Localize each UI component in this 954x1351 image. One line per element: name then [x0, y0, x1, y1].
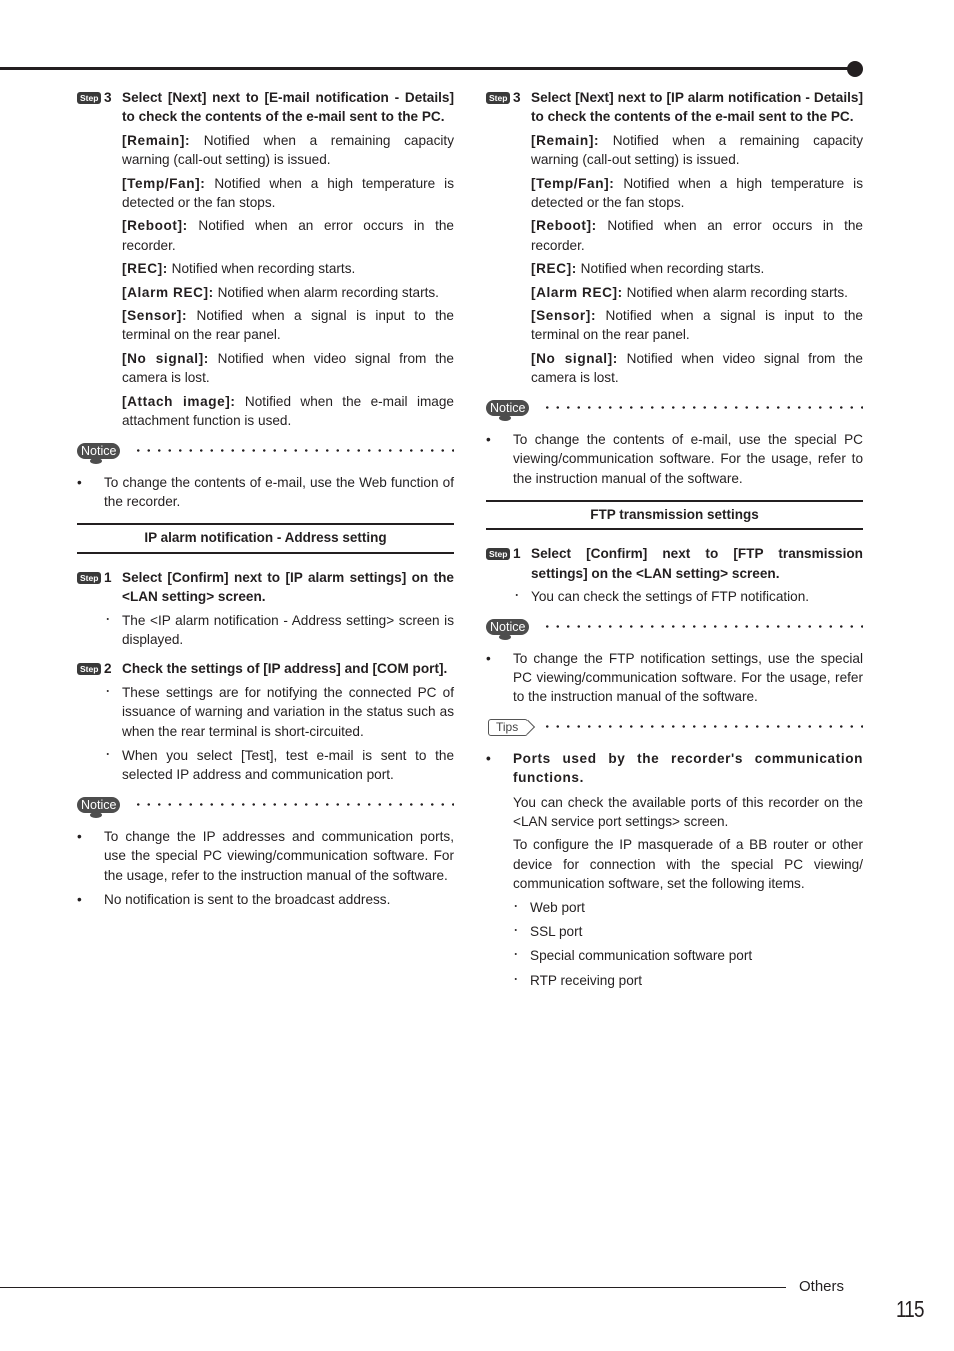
desc-item: [Reboot]: Notified when an error occurs in the recorder.	[531, 218, 863, 253]
tips-divider	[486, 719, 863, 741]
notice-divider	[77, 443, 454, 465]
step-badge: Step	[486, 92, 510, 104]
desc-item: [Alarm REC]: Notified when alarm recording starts.	[122, 284, 439, 300]
sub-item: ･ When you select [Test], test e-mail is sent to the selected IP address and communication port.	[105, 747, 454, 783]
dotted-line	[542, 725, 863, 728]
desc-item: [No signal]: Notified when video signal from the camera is lost.	[122, 350, 454, 386]
step-heading: Select [Next] next to [E-mail notification - Details] to check the contents of the e-mail sent to the PC.	[122, 90, 454, 125]
step-heading: Select [Confirm] next to [IP alarm settings] on the <LAN setting> screen.	[122, 569, 454, 605]
dotted-line	[542, 406, 863, 409]
port-item: ･ SSL port	[513, 924, 583, 939]
desc-item: [Attach image]: Notified when the e-mail image attachment function is used.	[122, 393, 454, 429]
right-step-1	[486, 544, 863, 606]
desc-item: [Alarm REC]: Notified when alarm recording starts.	[531, 284, 848, 300]
right-column	[486, 88, 863, 995]
port-item: ･ Web port	[513, 899, 585, 915]
dotted-line	[133, 449, 454, 452]
step-badge: Step	[486, 548, 510, 560]
tips-item: • Ports used by the recorder's communication functions.	[486, 750, 863, 786]
section-subheading: FTP transmission settings	[486, 500, 863, 530]
left-step-1	[77, 568, 454, 650]
step-number: 3	[104, 90, 112, 105]
step-badge: Step	[77, 92, 101, 104]
notice-badge: Notice	[486, 400, 529, 416]
step-badge: Step	[77, 572, 101, 584]
desc-item: [REC]: Notified when recording starts.	[122, 261, 356, 277]
desc-item: [Sensor]: Notified when a signal is input to the terminal on the rear panel.	[531, 308, 863, 343]
desc-item: [Remain]: Notified when a remaining capacity warning (call-out setting) is issued.	[122, 132, 454, 168]
tips-paragraph: You can check the available ports of this recorder on the <LAN service port settings> screen.	[513, 794, 863, 829]
left-column	[77, 88, 454, 914]
right-step-3	[486, 88, 863, 388]
left-step-3	[77, 88, 454, 431]
page-number: 115	[896, 1296, 924, 1322]
dotted-line	[133, 803, 454, 806]
notice-item: • To change the IP addresses and communication ports, use the special PC viewing/communication software. For the usage, refer to the instruction manual of the software.	[77, 828, 454, 883]
step-number: 1	[513, 546, 521, 562]
desc-item: [Temp/Fan]: Notified when a high temperature is detected or the fan stops.	[531, 175, 863, 211]
notice-item: • To change the contents of e-mail, use the special PC viewing/communication software. For the usage, refer to the instruction manual of the software.	[486, 431, 863, 486]
header-rule	[0, 67, 852, 70]
notice-badge: Notice	[77, 443, 120, 459]
desc-item: [Sensor]: Notified when a signal is input to the terminal on the rear panel.	[122, 308, 454, 343]
sub-item: ･ The <IP alarm notification - Address setting> screen is displayed.	[105, 612, 454, 647]
step-heading: Check the settings of [IP address] and [COM port].	[122, 661, 448, 677]
sub-item: ･ These settings are for notifying the connected PC of issuance of warning and variation in the status such as when the rear terminal is short-circuited.	[105, 684, 454, 739]
footer-section-name: Others	[799, 1278, 845, 1295]
desc-item: [No signal]: Notified when video signal from the camera is lost.	[531, 350, 863, 386]
step-number: 2	[104, 661, 112, 677]
desc-item: [Temp/Fan]: Notified when a high temperature is detected or the fan stops.	[122, 175, 454, 211]
desc-item: [Reboot]: Notified when an error occurs in the recorder.	[122, 218, 454, 253]
port-item: ･ Special communication software port	[513, 948, 753, 964]
notice-divider	[486, 619, 863, 641]
notice-divider	[77, 797, 454, 819]
step-number: 3	[513, 90, 521, 105]
tips-badge: Tips	[488, 719, 528, 736]
header-rule-end-dot	[847, 61, 863, 77]
left-step-2	[77, 659, 454, 784]
desc-item: [Remain]: Notified when a remaining capacity warning (call-out setting) is issued.	[531, 132, 863, 168]
tips-paragraph: To configure the IP masquerade of a BB router or other device for connection with the special PC viewing/ communication software, set the following items.	[513, 837, 863, 892]
step-heading: Select [Next] next to [IP alarm notification - Details] to check the contents of the e-mail sent to the PC.	[531, 90, 863, 125]
notice-divider	[486, 400, 863, 422]
step-badge: Step	[77, 663, 101, 675]
step-heading: Select [Confirm] next to [FTP transmission settings] on the <LAN setting> screen.	[531, 546, 863, 581]
section-subheading: IP alarm notification - Address setting	[77, 523, 454, 553]
notice-item: • To change the FTP notification settings, use the special PC viewing/communication software. For the usage, refer to the instruction manual of the software.	[486, 650, 863, 705]
footer-rule	[0, 1287, 786, 1288]
notice-badge: Notice	[77, 797, 120, 813]
notice-item: • No notification is sent to the broadcast address.	[77, 892, 391, 907]
notice-badge: Notice	[486, 619, 529, 635]
port-item: ･ RTP receiving port	[513, 972, 643, 988]
step-number: 1	[104, 569, 112, 585]
notice-item: • To change the contents of e-mail, use the Web function of the recorder.	[77, 474, 454, 509]
dotted-line	[542, 625, 863, 628]
desc-item: [REC]: Notified when recording starts.	[531, 261, 765, 277]
sub-item: ･ You can check the settings of FTP notification.	[514, 589, 810, 605]
